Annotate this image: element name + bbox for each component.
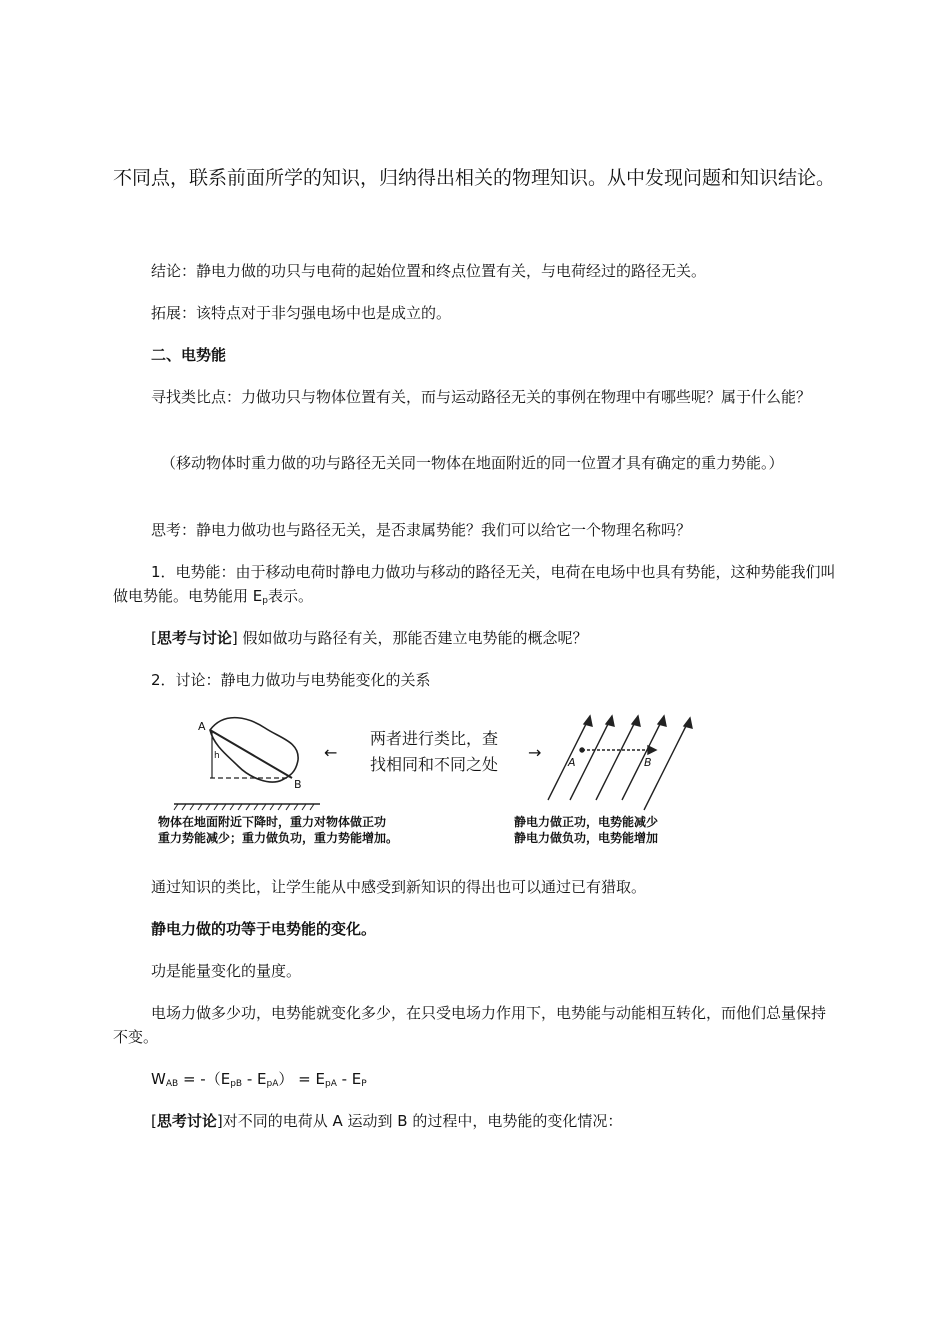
definition-subscript: p — [262, 596, 268, 606]
center-text-line1: 两者进行类比，查 — [370, 729, 499, 748]
conclusion-text: 结论：静电力做的功只与电荷的起始位置和终点位置有关，与电荷经过的路径无关。 — [151, 262, 707, 280]
right-caption-line1: 静电力做正功，电势能减少 — [514, 815, 659, 829]
discussion-prompt: [思考与讨论] 假如做功与路径有关，那能否建立电势能的概念呢？ — [151, 629, 588, 647]
field-label-b: B — [644, 756, 652, 769]
definition-text: 1．电势能：由于移动电荷时静电力做功与移动的路径无关，电荷在电场中也具有势能，这种势能我们叫做电势能。电势能用 E — [113, 563, 836, 605]
formula-pa-sub: pA — [266, 1079, 279, 1089]
label-b: B — [294, 778, 302, 791]
definition-tail: 表示。 — [267, 587, 313, 605]
key-point: 静电力做的功等于电势能的变化。 — [151, 920, 377, 938]
discussion-label: 思考与讨论 — [156, 629, 232, 647]
label-h: h — [214, 751, 220, 761]
formula-part3: ） = E — [278, 1070, 325, 1088]
gravity-note: （移动物体时重力做的功与路径无关同一物体在地面附近的同一位置才具有确定的重力势能。） — [161, 454, 784, 472]
formula-part2: - E — [242, 1070, 267, 1088]
formula — [113, 1067, 837, 1096]
definition-electric-potential-energy — [113, 560, 837, 613]
right-caption-line2: 静电力做负功，电势能增加 — [514, 831, 659, 845]
field-work-text: 电场力做多少功，电势能就变化多少，在只受电场力作用下，电势能与动能相互转化，而他们总量保持不变。 — [113, 1004, 827, 1046]
work-measure: 功是能量变化的量度。 — [151, 962, 302, 980]
right-arrow: → — [528, 743, 542, 762]
gravity-diagram — [158, 718, 398, 845]
discussion-prompt-2: [思考讨论]对不同的电荷从 A 运动到 B 的过程中，电势能的变化情况： — [151, 1112, 623, 1130]
field-label-a: A — [568, 756, 576, 769]
label-a: A — [198, 720, 206, 733]
discussion-text: 假如做功与路径有关，那能否建立电势能的概念呢？ — [237, 629, 588, 647]
discussion2-label: 思考讨论 — [156, 1112, 217, 1130]
think-question: 思考：静电力做功也与路径无关，是否隶属势能？我们可以给它一个物理名称吗？ — [151, 521, 692, 539]
formula-end-sub: P — [361, 1079, 367, 1089]
discussion-item-2: 2．讨论：静电力做功与电势能变化的关系 — [151, 671, 431, 689]
formula-part4: - E — [336, 1070, 362, 1088]
left-arrow: ← — [324, 743, 338, 762]
left-caption-line1: 物体在地面附近下降时，重力对物体做正功 — [158, 815, 387, 829]
analogy-figure — [150, 700, 710, 860]
formula-part1: = -（E — [178, 1070, 231, 1088]
extension-text: 拓展：该特点对于非匀强电场中也是成立的。 — [151, 304, 452, 322]
paragraph-intro: 不同点，联系前面所学的知识，归纳得出相关的物理知识。从中发现问题和知识结论。 — [113, 167, 836, 189]
formula-pb-sub: pB — [230, 1079, 243, 1089]
analogy-summary: 通过知识的类比，让学生能从中感受到新知识的得出也可以通过已有猎取。 — [151, 878, 647, 896]
center-text-line2: 找相同和不同之处 — [370, 755, 499, 774]
formula-pa-sub2: pA — [324, 1079, 337, 1089]
formula-w: W — [151, 1070, 166, 1088]
discussion2-text: 对不同的电荷从 A 运动到 B 的过程中，电势能的变化情况： — [222, 1112, 623, 1130]
section-title: 二、电势能 — [151, 346, 227, 364]
formula-w-sub: AB — [165, 1079, 179, 1089]
analogy-question: 寻找类比点：力做功只与物体位置有关，而与运动路径无关的事例在物理中有哪些呢？属于什么能？ — [151, 388, 812, 406]
left-caption-line2: 重力势能减少；重力做负功，重力势能增加。 — [158, 831, 399, 845]
